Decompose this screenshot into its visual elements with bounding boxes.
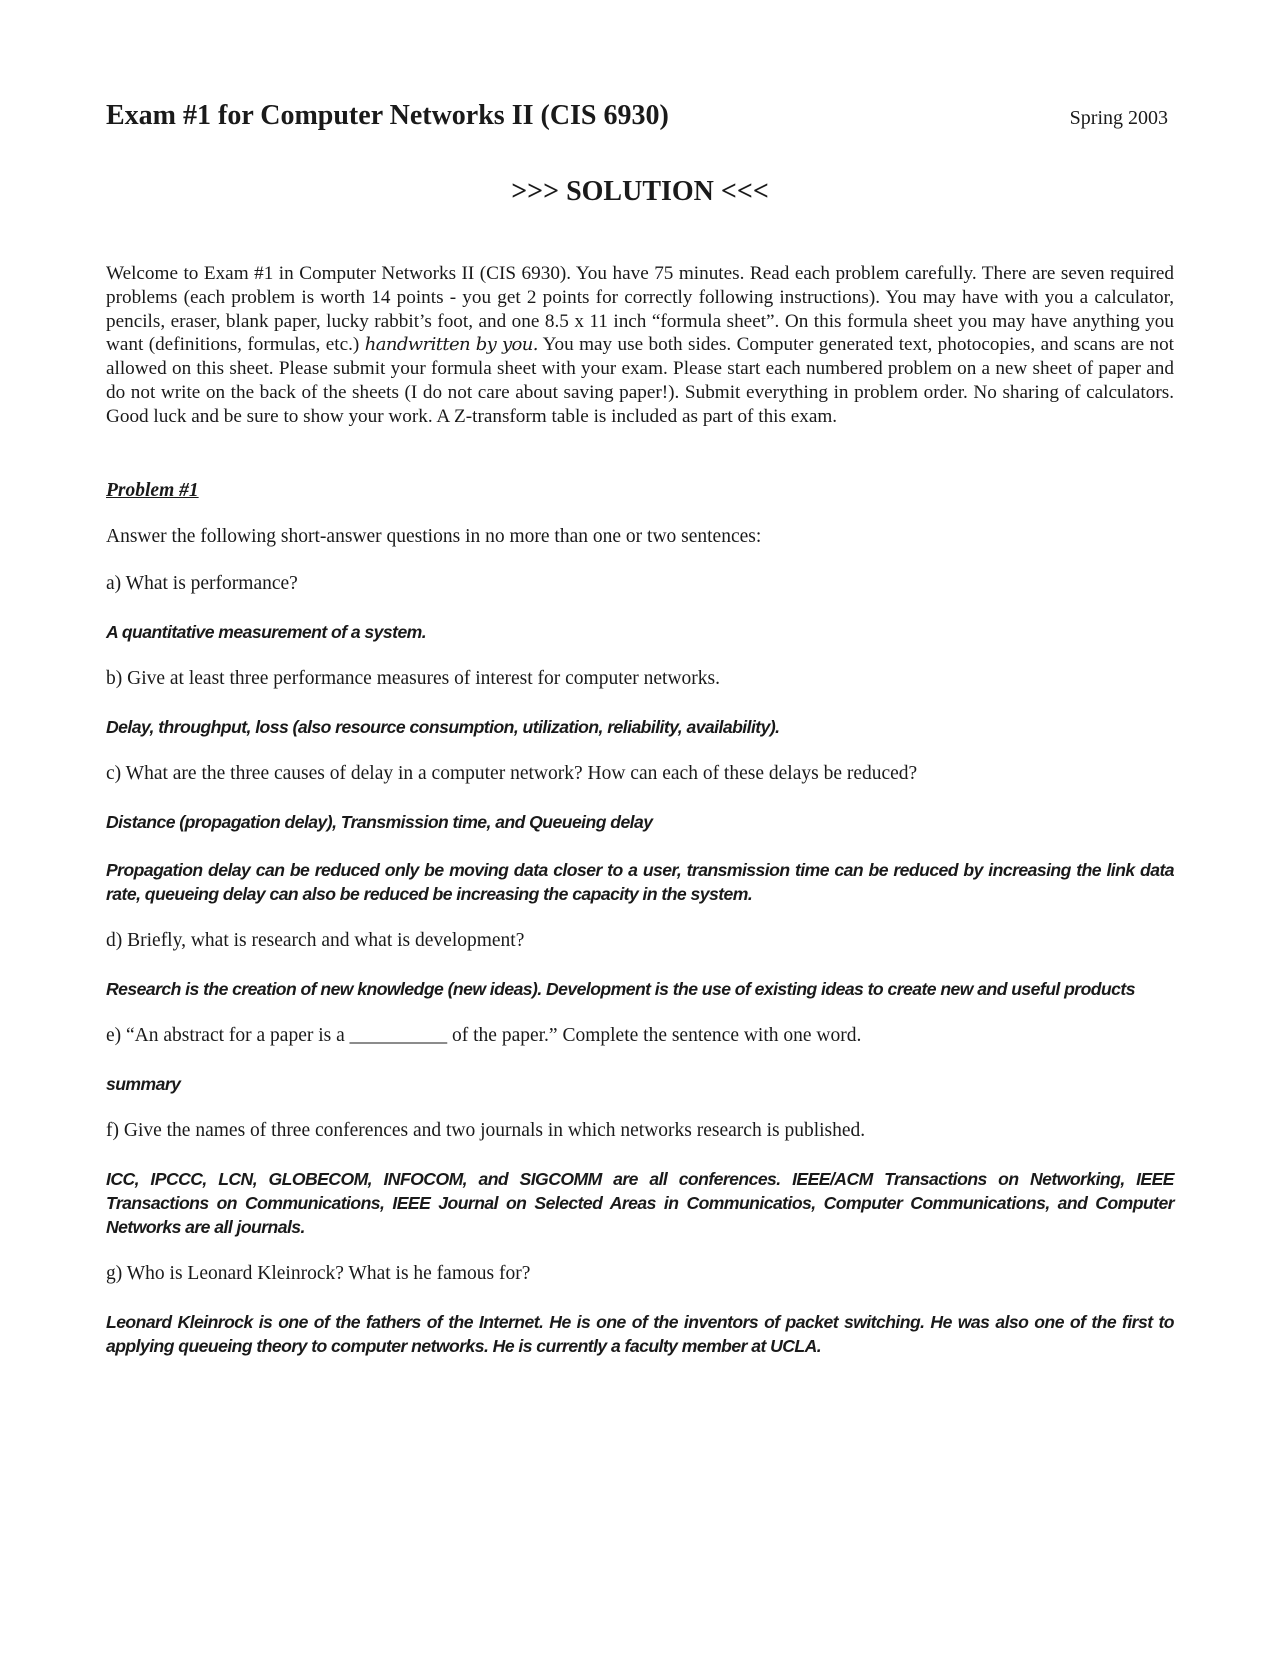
instructions-handwritten-emphasis: handwritten by you. xyxy=(364,334,538,356)
answer-c-causes: Distance (propagation delay), Transmission time, and Queueing delay xyxy=(106,811,653,832)
answer-e: summary xyxy=(106,1073,181,1094)
question-e: e) “An abstract for a paper is a __________ of the paper.” Complete the sentence with one word. xyxy=(106,1024,862,1046)
problem-heading: Problem #1 xyxy=(106,479,199,501)
question-c: c) What are the three causes of delay in a computer network? How can each of these delays be reduced? xyxy=(106,762,918,784)
page-header xyxy=(106,100,1174,148)
answer-d: Research is the creation of new knowledge (new ideas). Development is the use of existing ideas to create new and useful products xyxy=(106,978,1135,999)
question-g: g) Who is Leonard Kleinrock? What is he famous for? xyxy=(106,1262,531,1284)
exam-term: Spring 2003 xyxy=(1069,107,1168,129)
instructions-text-part-1: Welcome to Exam #1 in Computer Networks II (CIS 6930). You have 75 minutes. Read each problem carefully. There are seven required problems (each problem is worth 14 points - you get 2 points for correctly following instructions). You may have with you a calculator, pencils, eraser, blank paper, lucky rabbit’s foot, and one 8.5 x 11 inch “formula sheet”. On this formula sheet you may have anything you want (definitions, formulas, etc.) xyxy=(106,263,1174,356)
problem-prompt: Answer the following short-answer questions in no more than one or two sentences: xyxy=(106,525,762,547)
question-b: b) Give at least three performance measures of interest for computer networks. xyxy=(106,667,721,689)
question-a: a) What is performance? xyxy=(106,572,298,594)
answer-a: A quantitative measurement of a system. xyxy=(106,621,427,642)
question-d: d) Briefly, what is research and what is development? xyxy=(106,929,525,951)
solution-title: >>> SOLUTION <<< xyxy=(511,176,769,207)
question-f: f) Give the names of three conferences and two journals in which networks research is published. xyxy=(106,1119,866,1141)
exam-title: Exam #1 for Computer Networks II (CIS 6930) xyxy=(106,100,669,131)
answer-b: Delay, throughput, loss (also resource consumption, utilization, reliability, availability). xyxy=(106,716,780,737)
question-list xyxy=(106,572,1174,1358)
answer-c-reductions: Propagation delay can be reduced only be moving data closer to a user, transmission time can be reduced by increasing the link data rate, queueing delay can also be reduced be increasing the capacity in the system. xyxy=(106,859,1174,904)
instructions-text-part-2: You may use both sides. Computer generated text, photocopies, and scans are not allowed on this sheet. Please submit your formula sheet with your exam. Please start each numbered problem on a new sheet of paper and do not write on the back of the sheets (I do not care about saving paper!). Submit everything in problem order. No sharing of calculators. Good luck and be sure to show your work. A Z-transform table is included as part of this exam. xyxy=(106,334,1174,427)
answer-f: ICC, IPCCC, LCN, GLOBECOM, INFOCOM, and SIGCOMM are all conferences. IEEE/ACM Transactions on Networking, IEEE Transactions on Communications, IEEE Journal on Selected Areas in Communicatios, Computer Communications, and Computer Networks are all journals. xyxy=(106,1168,1174,1237)
exam-page xyxy=(106,100,1174,1358)
instructions-paragraph xyxy=(106,262,1174,429)
answer-g: Leonard Kleinrock is one of the fathers of the Internet. He is one of the inventors of packet switching. He was also one of the first to applying queueing theory to computer networks. He is currently a faculty member at UCLA. xyxy=(106,1311,1174,1356)
